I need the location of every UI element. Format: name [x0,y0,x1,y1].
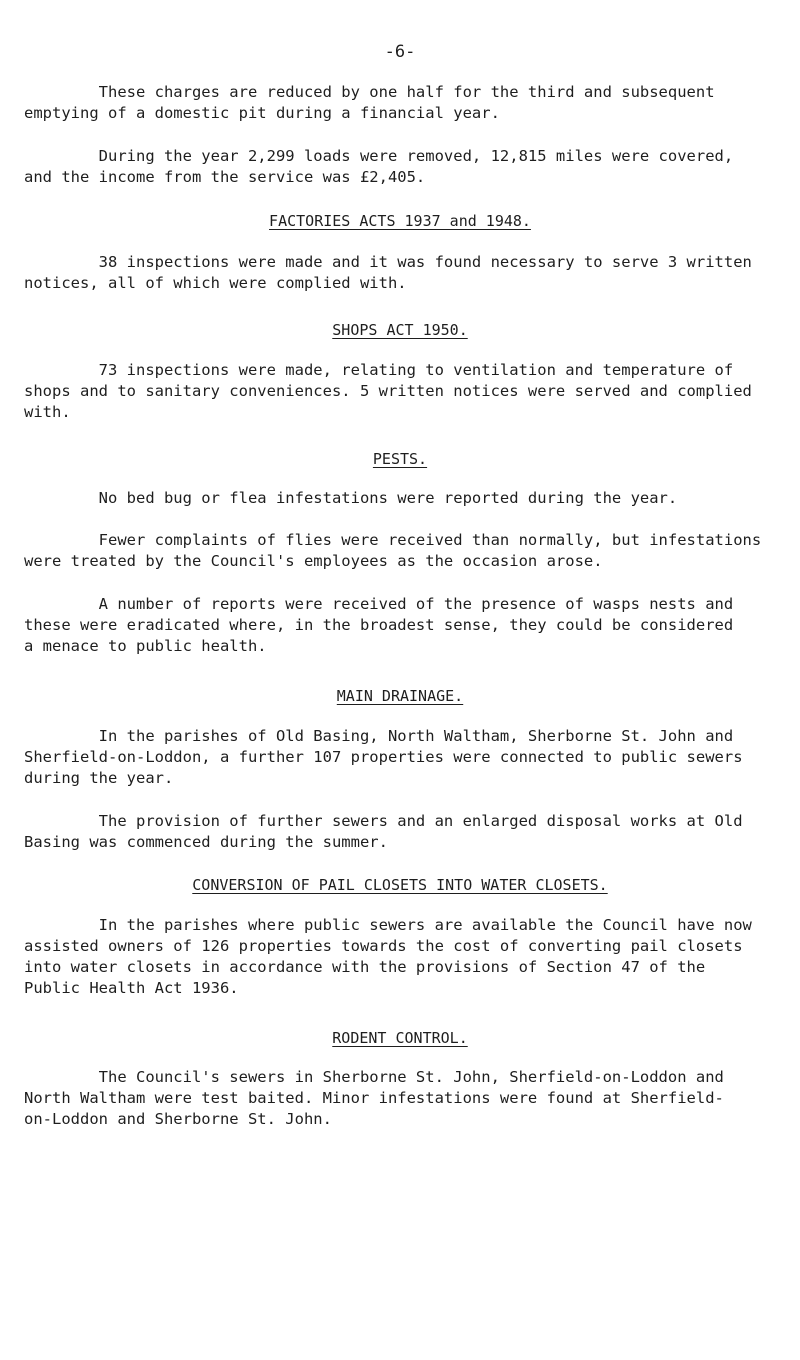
heading-conversion-pail-closets: CONVERSION OF PAIL CLOSETS INTO WATER CLOSETS. [192,876,608,894]
page-number: -6- [384,42,416,62]
paragraph-loads-removed: During the year 2,299 loads were removed, 12,815 miles were covered, and the income from the service was £2,405. [24,147,734,186]
paragraph-factories-inspections: 38 inspections were made and it was found necessary to serve 3 written notices, all of which were complied with. [24,253,752,292]
paragraph-parishes-connected: In the parishes of Old Basing, North Waltham, Sherborne St. John and Sherfield-on-Loddon, a further 107 properties were connected to public sewers during the year. [24,727,743,787]
heading-pests: PESTS. [372,450,428,468]
paragraph-flies: Fewer complaints of flies were received than normally, but infestations were treated by the Council's employees as the occasion arose. [24,531,762,570]
paragraph-conversion-assistance: In the parishes where public sewers are available the Council have now assisted owners of 126 properties towards the cost of converting pail closets into water closets in accordance with the provisions of Section 47 of the Public Health Act 1936. [24,916,752,997]
heading-factories-acts: FACTORIES ACTS 1937 and 1948. [269,212,531,230]
paragraph-pit-emptying-charges: These charges are reduced by one half for the third and subsequent emptying of a domestic pit during a financial year. [24,83,715,122]
paragraph-bed-bug-flea: No bed bug or flea infestations were reported during the year. [24,489,678,507]
heading-main-drainage: MAIN DRAINAGE. [336,687,464,705]
paragraph-further-sewers: The provision of further sewers and an enlarged disposal works at Old Basing was commenced during the summer. [24,812,743,851]
paragraph-shops-inspections: 73 inspections were made, relating to ventilation and temperature of shops and to sanitary conveniences. 5 written notices were served and complied with. [24,361,752,421]
paragraph-rodent-baiting: The Council's sewers in Sherborne St. John, Sherfield-on-Loddon and North Waltham were test baited. Minor infestations were found at Sherfield- on-Loddon and Sherborne St. John. [24,1068,724,1128]
heading-rodent-control: RODENT CONTROL. [332,1029,468,1047]
paragraph-wasps: A number of reports were received of the presence of wasps nests and these were eradicated where, in the broadest sense, they could be considered a menace to public health. [24,595,734,655]
heading-shops-act: SHOPS ACT 1950. [332,321,468,339]
